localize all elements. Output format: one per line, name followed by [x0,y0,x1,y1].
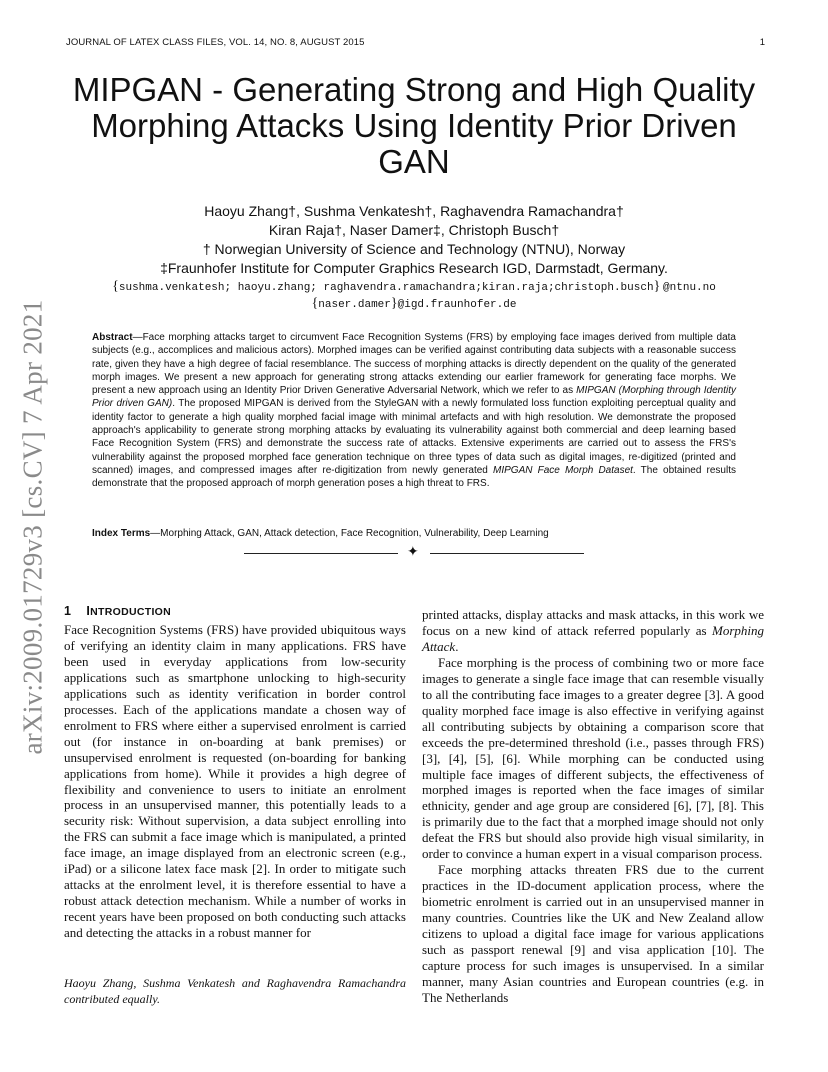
text-run: . [455,638,459,654]
running-head: JOURNAL OF LATEX CLASS FILES, VOL. 14, NO. 8, AUGUST 2015 [66,37,365,48]
index-terms-label: Index Terms [92,528,151,539]
text-run: Face morphing attacks threaten FRS due to the current practices in the ID-document application process, where the biometric enrolment is carried out in an unsupervised manner in many countries. Countries like the UK and New Zealand allow citizens to upload a digital face image for various applications such as passport renewal [422,862,764,958]
paragraph [422,655,764,862]
divider-diamond-icon: ✦ [407,545,419,560]
paragraph [64,622,406,941]
citation-link[interactable]: [3] [704,686,720,702]
email-list: naser.damer [318,299,391,311]
index-terms-text: —Morphing Attack, GAN, Attack detection, Face Recognition, Vulnerability, Deep Learning [150,528,549,539]
citation-link[interactable]: [6] [502,750,518,766]
citation-link[interactable]: [7] [696,798,712,814]
citation-link[interactable]: [8] [718,798,734,814]
abstract-text: . The obtained results demonstrate that the proposed approach of morph generation poses a high threat to FRS. [92,464,736,490]
affiliation: † Norwegian University of Science and Technology (NTNU), Norway [202,241,626,257]
text-run: , [463,750,476,766]
arxiv-identifier: arXiv:2009.01729v3 [cs.CV] 7 Apr 2021 [17,299,48,755]
text-run: , [711,798,719,814]
divider-line [244,553,398,554]
section-title-initial: I [86,604,91,618]
page-number: 1 [759,37,765,48]
author-block [60,202,768,278]
title-line: MIPGAN - Generating Strong and High Quality [72,71,756,108]
paper-title [60,72,768,180]
email-domain: @ntnu.no [663,282,716,294]
citation-link[interactable]: [3] [422,750,438,766]
abstract-text: —Face morphing attacks target to circumvent Face Recognition Systems (FRS) by employing face images derived from multiple data subjects (e.g., accomplices and malicious actors). Morphed images can be verified against contributing data subjects with a reasonable success rate, given they have a high degree of facial resemblance. The success of morphing attacks is directly dependent on the quality of the generated morph images. We present a new approach for generating strong attacks extending our earlier framework for generating face morphs. We present a new approach using an Identity Prior Driven Generative Adversarial Network, which we refer to as [92,332,736,397]
citation-link[interactable]: [5] [475,750,491,766]
section-heading [64,604,171,618]
paragraph [422,607,764,655]
abstract [92,331,736,491]
text-run: . This is primarily due to the fact that a morphed image should not only defeat the FRS but should also provide high visual similarity, in order to convince a human expert in a visual comparison process. [422,798,764,862]
text-run: . A good quality morphed face image is also effective in verifying against all contributing subjects by obtaining a comparison score that exceeds the pre-determined threshold (i.e., passes through FRS) [422,686,764,750]
text-run: printed attacks, display attacks and mask attacks, in this work we focus on a new kind of attack referred popularly as [422,607,764,638]
index-terms [92,527,736,540]
section-number: 1 [64,604,72,618]
email-list: sushma.venkatesh; haoyu.zhang; raghavendra.ramachandra;kiran.raja;christoph.busch [118,282,654,294]
abstract-text: . The proposed MIPGAN is derived from the StyleGAN with a newly formulated loss function exploiting perceptual quality and identity factor to generate a high quality morphed facial image with minimal artefacts and with high resolution. We demonstrate the proposed approach's applicability to generate strong morphing attacks by evaluating its vulnerability against both commercial and deep learning based Face Recognition System (FRS) and demonstrate the success rate of attacks. Extensive experiments are carried out to assess the FRS's vulnerability against the proposed morphed face generation technique on three types of data such as digital images, re-digitized (printed and scanned) images, and compressed images after re-digitization from newly generated [92,398,736,476]
abstract-label: Abstract [92,332,133,343]
text-run: . The capture process for such images is unsupervised. In a similar manner, many Asian countries and European countries (e.g. in The Netherlands [422,942,764,1005]
author-names: Kiran Raja†, Naser Damer‡, Christoph Busch† [268,222,560,238]
email-block: {sushma.venkatesh; haoyu.zhang; raghavendra.ramachandra;kiran.raja;christoph.busch} @ntnu.no {naser.damer}@igd.fraunhofer.de [112,279,716,311]
affiliation: ‡Fraunhofer Institute for Computer Graphics Research IGD, Darmstadt, Germany. [160,260,668,276]
text-run: Face morphing is the process of combining two or more face images to generate a single face image that can resemble visually to all the contributing face images to a greater degree [422,654,764,702]
citation-link[interactable]: [10] [711,942,734,958]
left-column [64,622,406,941]
text-run: , [437,750,449,766]
citation-link[interactable]: [4] [448,750,464,766]
text-run: Face Recognition Systems (FRS) have provided ubiquitous ways of verifying an identity claim in many applications. FRS have been used in everyday applications from low-security applications such as smartphone unlocking to high-security applications such as identity verification in border control processes. Each of the applications mandate a chosen way of enrolment to FRS where either a supervised enrolment is carried out (for instance in on-boarding at bank premises) or unsupervised enrolment is requested (on-boarding for banking applications from home). While it provides a high degree of flexibility and convenience to users to initiate an enrolment process in an unsupervised manner, this potentially leads to a security risk: Without supervision, a data subject enrolling into the FRS can submit a face image which is manipulated, a printed face image, an image displayed from an electronic screen (e.g., iPad) or a silicone latex face mask [64,622,406,877]
text-run: . While morphing can be conducted using multiple face images of different subjects, the effectiveness of morphed images is reported when the face images of similar ethnicity, gender and age group are considered [422,750,765,814]
divider-line [430,553,584,554]
text-run: and visa application [585,942,712,958]
title-line: GAN [378,143,450,180]
title-line: Morphing Attacks Using Identity Prior Driven [91,107,737,144]
arxiv-stamp [16,292,50,762]
paragraph [422,862,764,1006]
emphasis: Morphing Attack [422,622,764,654]
author-names: Haoyu Zhang†, Sushma Venkatesh†, Raghavendra Ramachandra† [204,203,624,219]
email-domain: @igd.fraunhofer.de [397,299,517,311]
citation-link[interactable]: [2] [251,861,268,877]
text-run: , [688,798,697,814]
abstract-emphasis: MIPGAN (Morphing through Identity Prior driven GAN) [92,385,737,410]
section-title-rest: NTRODUCTION [90,606,172,618]
text-run: , [490,750,503,766]
text-run: . In order to mitigate such attacks at the enrolment level, it is therefore essential to have a robust attack detection mechanism. While a number of works in recent years have been proposed on both conducting such attacks and detecting the attacks in a robust manner for [64,861,406,941]
citation-link[interactable]: [9] [570,942,586,958]
right-column [422,607,764,1006]
abstract-emphasis: MIPGAN Face Morph Dataset [493,464,633,476]
citation-link[interactable]: [6] [673,798,689,814]
footnote: Haoyu Zhang, Sushma Venkatesh and Raghavendra Ramachandra contributed equally. [64,976,406,1006]
